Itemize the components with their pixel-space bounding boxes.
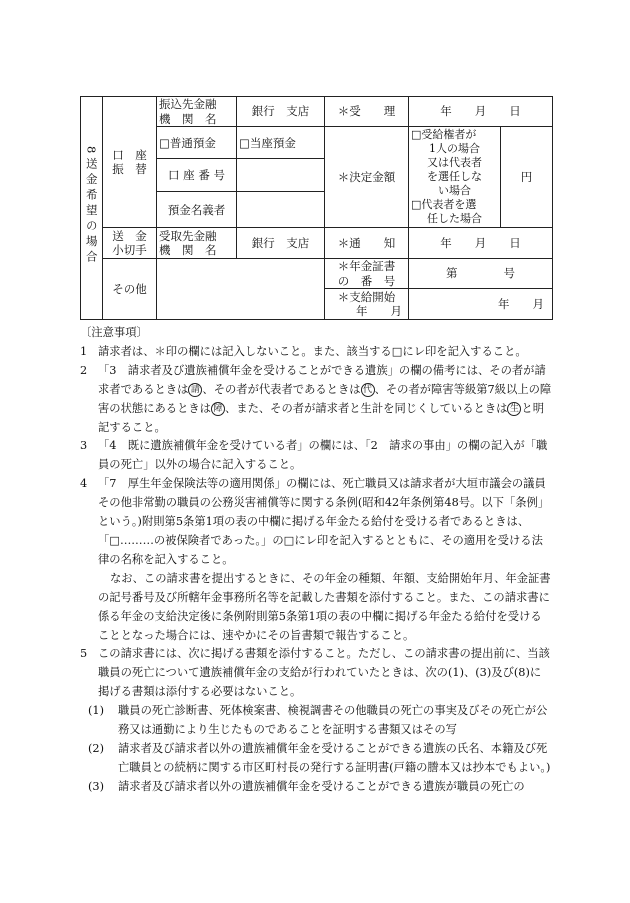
circle-sei2-icon: 生 bbox=[507, 402, 521, 416]
koza-furikae-label: 口 座 振 替 bbox=[103, 97, 157, 228]
note-1: 1 請求者は、＊印の欄には記入しないこと。また、該当する□にレ印を記入すること。 bbox=[80, 344, 527, 358]
futsu-checkbox[interactable]: □普通預金 bbox=[157, 127, 237, 159]
notes-section bbox=[80, 324, 552, 797]
note-5-sub-3: (3) 請求者及び請求者以外の遺族補償年金を受けることができる遺族が職員の死亡の bbox=[88, 779, 525, 793]
kettei-label: ＊決定金額 bbox=[325, 127, 409, 228]
tsuchi-label: ＊通 知 bbox=[325, 228, 409, 258]
meigi-field[interactable] bbox=[237, 192, 325, 228]
circle-sei-icon: 請 bbox=[188, 383, 202, 397]
uketori-bank-field[interactable]: 銀行 支店 bbox=[237, 228, 325, 258]
section-label-text: 8送金希望の場合 bbox=[84, 146, 99, 267]
shikyu-label: ＊支給開始 年 月 bbox=[325, 289, 409, 320]
furikomi-bank-field[interactable]: 銀行 支店 bbox=[237, 97, 325, 127]
koza-bango-label: 口 座 番 号 bbox=[157, 159, 237, 192]
shikyu-field[interactable]: 年 月 bbox=[409, 289, 553, 320]
nenkin-sho-field[interactable]: 第 号 bbox=[409, 258, 553, 289]
note-2: 2 「3 請求者及び遺族補償年金を受けることができる遺族」の欄の備考には、その者が請求者であるときは 請 、その者が代表者であるときは 代 、その者が障害等級第7級以上の障害の状態にあるときは 障 、また、その者が請求者と生計を同じくしているときは 生 と明記すること。 bbox=[80, 363, 552, 434]
note-3: 3 「4 既に遺族補償年金を受けている者」の欄には、「2 請求の事由」の欄の記入が「職員の死亡」以外の場合に記入すること。 bbox=[80, 439, 548, 472]
toza-checkbox[interactable]: □当座預金 bbox=[237, 127, 325, 159]
sokin-label: 送 金 小切手 bbox=[103, 228, 157, 258]
notes-heading: 〔注意事項〕 bbox=[80, 326, 148, 339]
uketori-date-field[interactable]: 年 月 日 bbox=[409, 97, 553, 127]
note-5: 5 この請求書には、次に掲げる書類を添付すること。ただし、この請求書の提出前に、当該職員の死亡について遺族補償年金の支給が行われていたときは、次の(1)、(3)及び(8)に掲げる書類は添付する必要はないこと。 bbox=[80, 647, 550, 699]
uketori-label: ＊受 理 bbox=[325, 97, 409, 127]
note-4-addendum: なお、この請求書を提出するときに、その年金の種類、年額、支給開始年月、年金証書の記号番号及び所轄年金事務所名等を記載した書類を添付すること。また、この請求書に係る年金の支給決定後に条例附則第5条第1項の表の中欄に掲げる年金たる給付を受けることとなった場合には、速やかにその旨書類で報告すること。 bbox=[98, 571, 551, 642]
remittance-form-table bbox=[80, 96, 553, 320]
section-label-8 bbox=[81, 97, 103, 320]
furikomi-bank-label: 振込先金融 機 関 名 bbox=[157, 97, 237, 127]
meigi-label: 預金名義者 bbox=[157, 192, 237, 228]
circle-dai-icon: 代 bbox=[361, 383, 375, 397]
note-5-sub-2: (2) 請求者及び請求者以外の遺族補償年金を受けることができる遺族の氏名、本籍及び死亡職員との続柄に関する市区町村長の発行する証明書(戸籍の謄本又は抄本でもよい。) bbox=[88, 741, 551, 774]
juku-choice-cell[interactable]: □受給権者が 1人の場合 又は代表者 を選任しな い場合 □代表者を選 任した場合 bbox=[409, 127, 501, 228]
sonota-label: その他 bbox=[103, 258, 157, 319]
circle-sho-icon: 障 bbox=[211, 402, 225, 416]
note-4: 4 「7 厚生年金保険法等の適用関係」の欄には、死亡職員又は請求者が大垣市議会の議員その他非常勤の職員の公務災害補償等に関する条例(昭和42年条例第48号。以下「条例」という。)附則第5条第1項の表の中欄に掲げる年金たる給付を受ける者であるときは、「□………の被保険者であった。」の□にレ印を記入するとともに、その適用を受ける法律の名称を記入すること。 bbox=[80, 477, 550, 566]
koza-bango-field[interactable] bbox=[237, 159, 325, 192]
kettei-amount-field[interactable]: 円 bbox=[501, 127, 553, 228]
uketori-bank-label: 受取先金融 機 関 名 bbox=[157, 228, 237, 258]
nenkin-sho-label: ＊年金証書 の 番 号 bbox=[325, 258, 409, 289]
note-5-sub-1: (1) 職員の死亡診断書、死体検案書、検視調書その他職員の死亡の事実及びその死亡が公務又は通勤により生じたものであることを証明する書類又はその写 bbox=[88, 704, 548, 737]
sonota-field[interactable] bbox=[157, 258, 325, 319]
tsuchi-date-field[interactable]: 年 月 日 bbox=[409, 228, 553, 258]
